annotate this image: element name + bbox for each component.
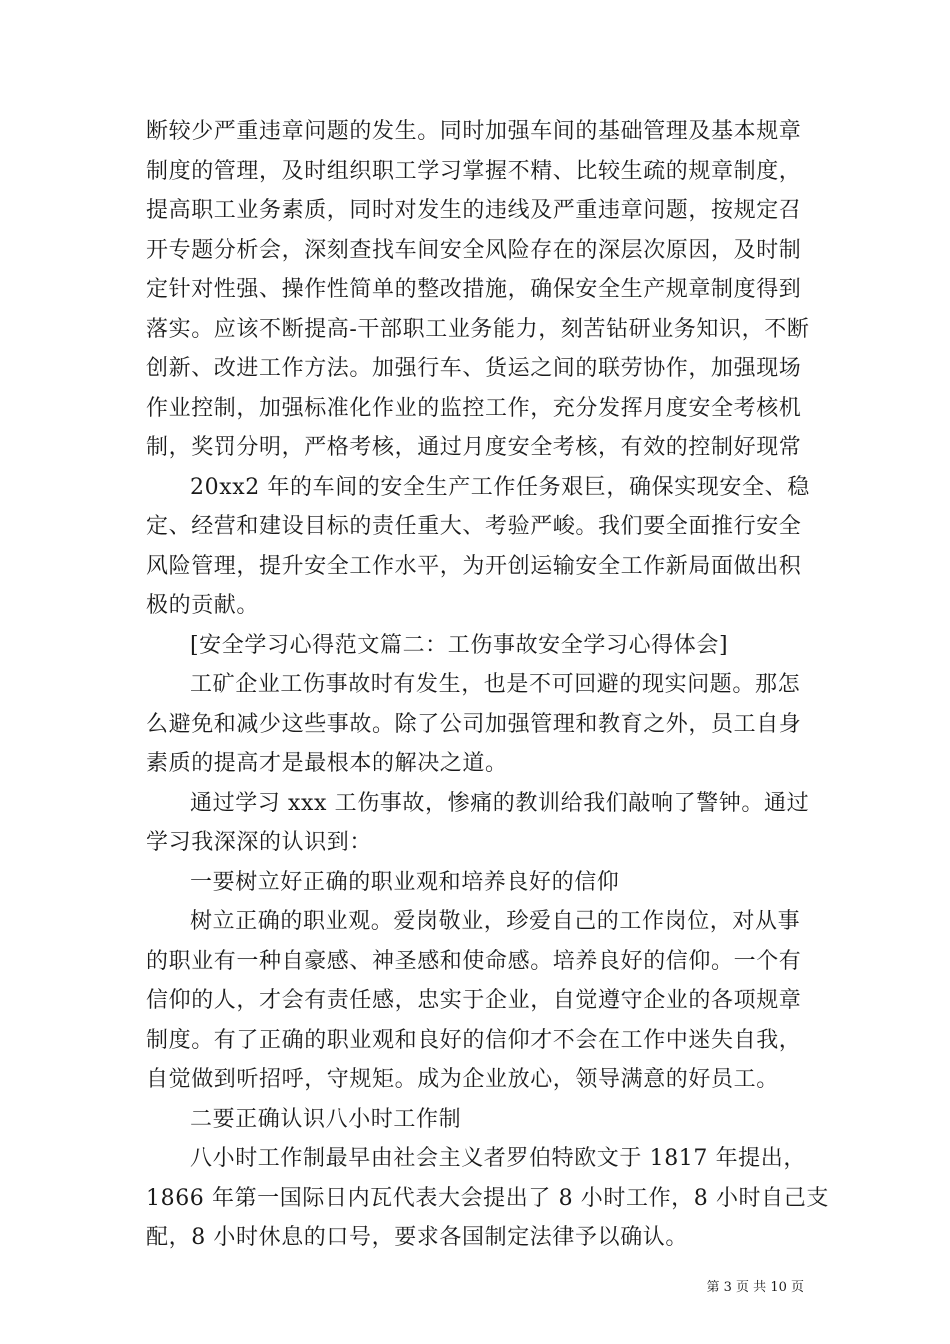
text-line: 落实。应该不断提高-干部职工业务能力，刻苦钻研业务知识，不断 xyxy=(146,316,810,342)
text-line: 八小时工作制最早由社会主义者罗伯特欧文于 1817 年提出， xyxy=(190,1146,806,1171)
text-line: 树立正确的职业观。爱岗敬业，珍爱自己的工作岗位，对从事 xyxy=(190,909,801,934)
text-line: 风险管理，提升安全工作水平，为开创运输安全工作新局面做出积 xyxy=(146,553,802,579)
text-line: 素质的提高才是最根本的解决之道。 xyxy=(146,751,508,776)
text-line: 制度的管理，及时组织职工学习掌握不精、比较生疏的规章制度， xyxy=(146,158,802,184)
text-line: [安全学习心得范文篇二：工伤事故安全学习心得体会] xyxy=(190,632,729,658)
text-line: 的职业有一种自豪感、神圣感和使命感。培养良好的信仰。一个有 xyxy=(146,948,802,974)
text-line: 创新、改进工作方法。加强行车、货运之间的联劳协作，加强现场 xyxy=(146,356,802,381)
text-line: 开专题分析会，深刻查找车间安全风险存在的深层次原因，及时制 xyxy=(146,237,802,263)
text-line: 1866 年第一国际日内瓦代表大会提出了 8 小时工作，8 小时自己支 xyxy=(146,1185,829,1211)
text-line: 么避免和减少这些事故。除了公司加强管理和教育之外，员工自身 xyxy=(146,711,802,737)
text-line: 定针对性强、操作性简单的整改措施，确保安全生产规章制度得到 xyxy=(146,277,802,302)
text-line: 通过学习 xxx 工伤事故，惨痛的教训给我们敲响了警钟。通过 xyxy=(190,790,810,816)
text-line: 二要正确认识八小时工作制 xyxy=(190,1106,462,1132)
text-line: 制度。有了正确的职业观和良好的信仰才不会在工作中迷失自我， xyxy=(146,1027,802,1053)
text-line: 定、经营和建设目标的责任重大、考验严峻。我们要全面推行安全 xyxy=(146,514,802,539)
text-line: 作业控制，加强标准化作业的监控工作，充分发挥月度安全考核机 xyxy=(146,395,802,421)
text-line: 提高职工业务素质，同时对发生的违线及严重违章问题，按规定召 xyxy=(146,198,802,223)
text-line: 制，奖罚分明，严格考核，通过月度安全考核，有效的控制好现常 xyxy=(146,435,802,460)
page-number: 第 3 页 共 10 页 xyxy=(706,1280,804,1295)
text-line: 20xx2 年的车间的安全生产工作任务艰巨，确保实现安全、稳 xyxy=(190,474,810,500)
document-body xyxy=(146,112,829,1258)
text-line: 极的贡献。 xyxy=(146,593,260,618)
text-line: 信仰的人，才会有责任感，忠实于企业，自觉遵守企业的各项规章 xyxy=(146,988,802,1013)
text-line: 断较少严重违章问题的发生。同时加强车间的基础管理及基本规章 xyxy=(146,119,802,144)
text-line: 一要树立好正确的职业观和培养良好的信仰 xyxy=(190,869,620,895)
text-line: 自觉做到听招呼，守规矩。成为企业放心，领导满意的好员工。 xyxy=(146,1067,779,1092)
text-line: 配，8 小时休息的口号，要求各国制定法律予以确认。 xyxy=(146,1225,688,1250)
text-line: 学习我深深的认识到： xyxy=(146,830,373,855)
text-line: 工矿企业工伤事故时有发生，也是不可回避的现实问题。那怎 xyxy=(190,672,801,697)
